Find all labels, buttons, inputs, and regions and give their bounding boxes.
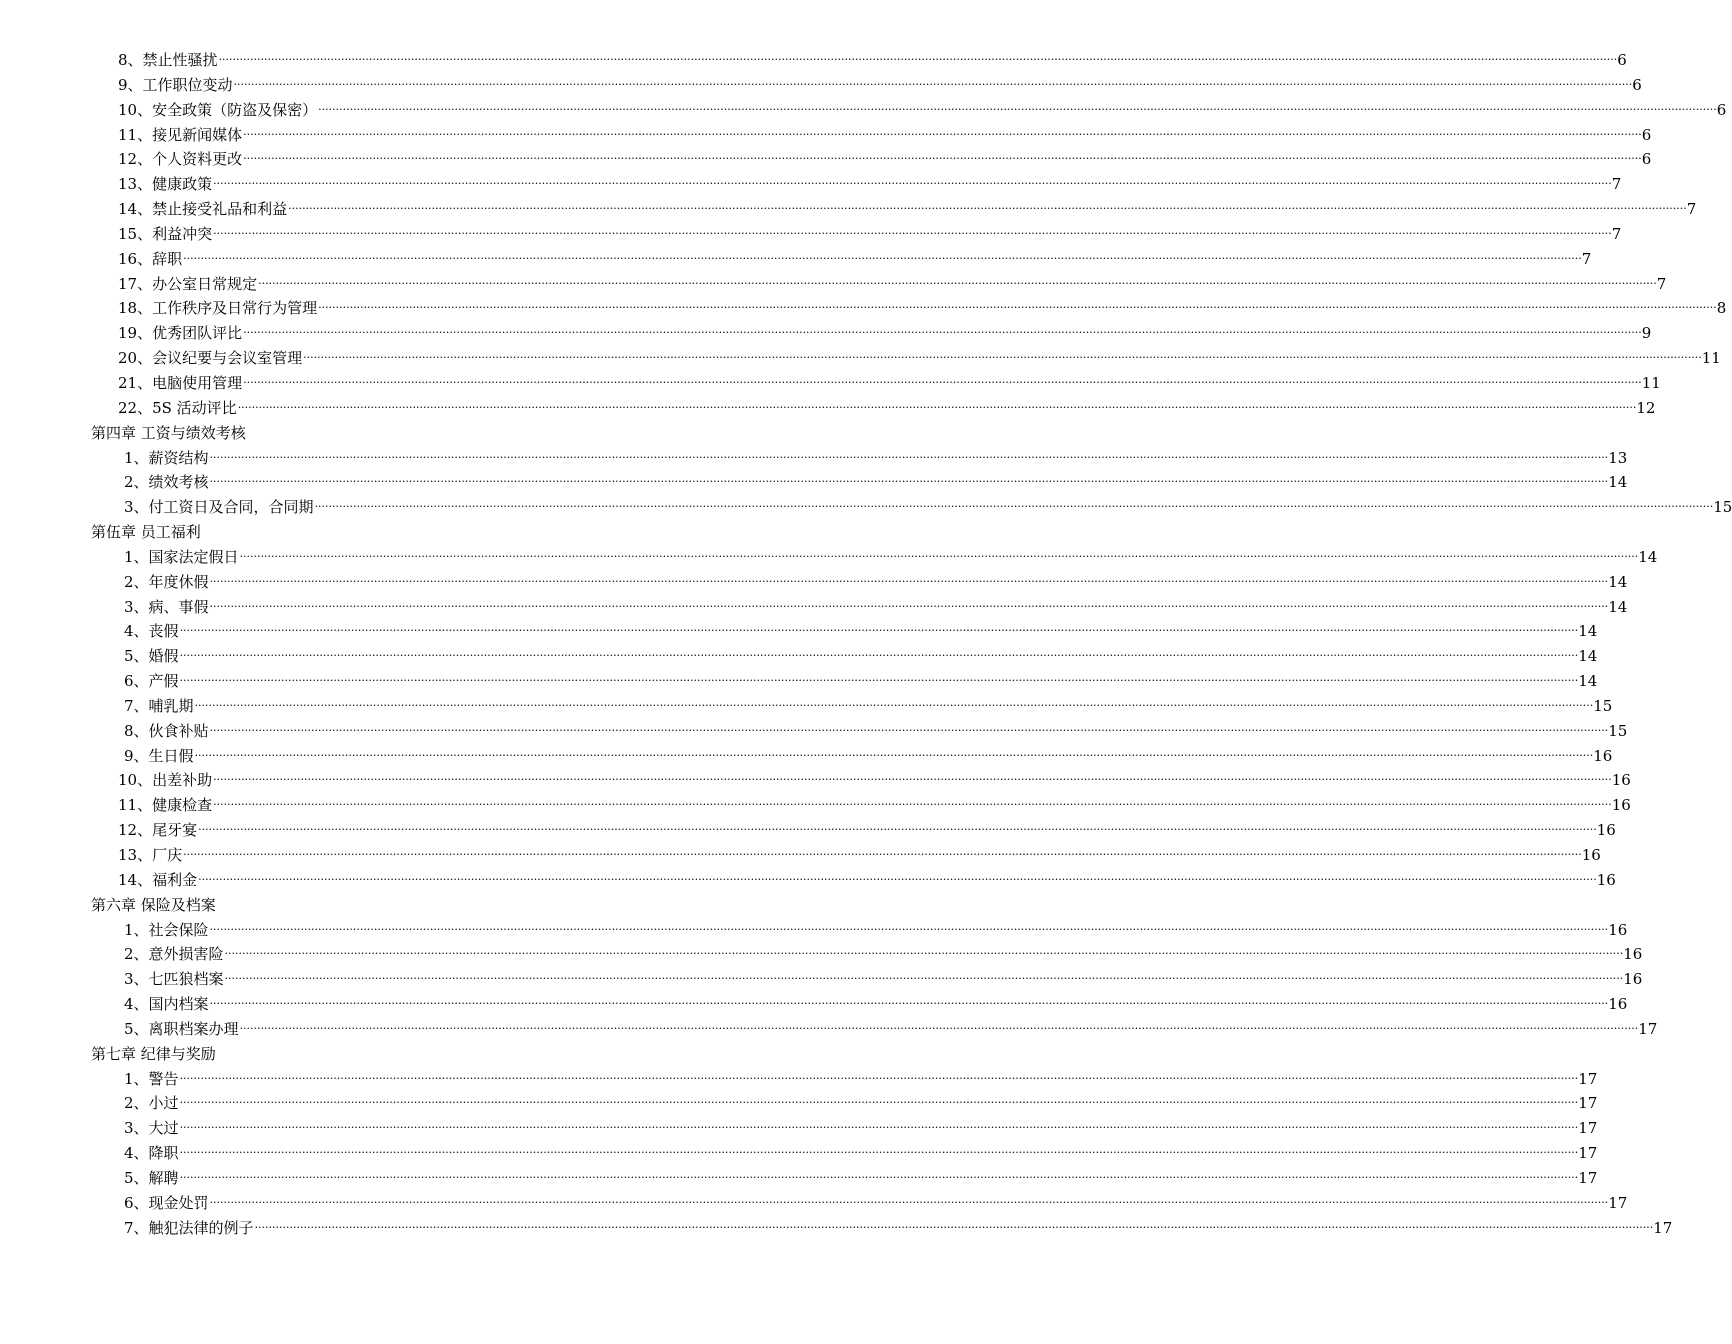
entry-title: 国内档案: [148, 995, 209, 1014]
entry-number: 3、: [124, 597, 149, 616]
entry-number: 15、: [118, 224, 153, 243]
entry-number: 17、: [118, 274, 153, 293]
entry-page-number: 7: [1611, 224, 1622, 243]
toc-entry[interactable]: [118, 98, 1727, 123]
dot-leader: ················································································································································································································································································································································································································: [209, 1195, 1609, 1209]
dot-leader: ················································································································································································································································································································································································································: [239, 549, 1639, 563]
dot-leader: ················································································································································································································································································································································································································: [254, 1220, 1654, 1234]
toc-entry[interactable]: [124, 470, 1628, 495]
entry-title: 工作职位变动: [142, 75, 233, 94]
entry-page-number: 16: [1608, 920, 1628, 939]
dot-leader: ················································································································································································································································································································································································································: [209, 723, 1609, 737]
chapter-heading: 第四章 工资与绩效考核: [91, 423, 246, 442]
entry-page-number: 7: [1611, 175, 1622, 194]
toc-entry-row: [0, 719, 1628, 744]
dot-leader: ················································································································································································································································································································································································································: [243, 326, 1642, 340]
toc-entry-row: [0, 272, 1667, 297]
entry-title: 大过: [148, 1119, 179, 1138]
entry-title: 办公室日常规定: [152, 274, 258, 293]
entry-title: 工作秩序及日常行为管理: [152, 299, 318, 318]
entry-page-number: 11: [1701, 349, 1721, 368]
entry-number: 6、: [124, 1193, 149, 1212]
entry-title: 优秀团队评比: [152, 324, 243, 343]
toc-entry-row: [0, 942, 1643, 967]
toc-entry[interactable]: [124, 595, 1628, 620]
entry-page-number: 14: [1608, 473, 1628, 492]
dot-leader: ················································································································································································································································································································································································································: [314, 500, 1714, 514]
toc-entry[interactable]: [124, 744, 1613, 769]
entry-title: 利益冲突: [152, 224, 213, 243]
toc-entry[interactable]: [124, 694, 1613, 719]
toc-entry[interactable]: [124, 545, 1658, 570]
dot-leader: ················································································································································································································································································································································································································: [179, 1096, 1579, 1110]
chapter-heading: 第伍章 员工福利: [91, 523, 201, 542]
entry-title: 尾牙宴: [152, 821, 198, 840]
entry-page-number: 9: [1641, 324, 1652, 343]
entry-title: 触犯法律的例子: [148, 1218, 254, 1237]
entry-title: 哺乳期: [148, 696, 194, 715]
dot-leader: ················································································································································································································································································································································································································: [303, 351, 1702, 365]
entry-page-number: 7: [1686, 200, 1697, 219]
entry-number: 22、: [118, 398, 153, 417]
toc-entry[interactable]: [124, 1116, 1598, 1141]
entry-title: 会议纪要与会议室管理: [152, 349, 303, 368]
entry-page-number: 15: [1713, 498, 1732, 517]
toc-entry[interactable]: [118, 172, 1622, 197]
toc-entry-row: [0, 172, 1622, 197]
toc-chapter-row: [0, 1042, 950, 1067]
toc-entry-row: [0, 570, 1628, 595]
entry-title: 警告: [148, 1069, 179, 1088]
entry-title: 绩效考核: [148, 473, 209, 492]
entry-page-number: 6: [1716, 100, 1727, 119]
entry-page-number: 15: [1593, 696, 1613, 715]
entry-number: 7、: [124, 1218, 149, 1237]
toc-entry-row: [0, 222, 1622, 247]
entry-number: 13、: [118, 175, 153, 194]
entry-title: 丧假: [148, 622, 179, 641]
entry-page-number: 16: [1623, 970, 1643, 989]
toc-entry-row: [0, 495, 1732, 520]
toc-entry-row: [0, 73, 1642, 98]
entry-title: 生日假: [148, 746, 194, 765]
toc-entry[interactable]: [118, 123, 1652, 148]
entry-number: 8、: [124, 721, 149, 740]
entry-page-number: 14: [1578, 622, 1598, 641]
entry-title: 福利金: [152, 870, 198, 889]
dot-leader: ················································································································································································································································································································································································································: [237, 400, 1637, 414]
entry-title: 安全政策（防盗及保密）: [152, 100, 318, 119]
entry-page-number: 8: [1716, 299, 1727, 318]
toc-entry[interactable]: [124, 719, 1628, 744]
dot-leader: ················································································································································································································································································································································································································: [194, 748, 1594, 762]
toc-entry-row: [0, 1141, 1598, 1166]
dot-leader: ················································································································································································································································································································································································································: [183, 251, 1582, 265]
entry-number: 11、: [118, 125, 153, 144]
toc-entry-row: [0, 545, 1658, 570]
dot-leader: ················································································································································································································································································································································································································: [218, 53, 1618, 66]
entry-title: 意外损害险: [148, 945, 224, 964]
toc-entry[interactable]: [124, 644, 1598, 669]
entry-page-number: 14: [1578, 647, 1598, 666]
toc-entry-row: [0, 1091, 1598, 1116]
dot-leader: ················································································································································································································································································································································································································: [209, 574, 1609, 588]
table-of-contents: [0, 48, 1732, 1241]
entry-title: 电脑使用管理: [152, 373, 243, 392]
toc-entry[interactable]: [118, 222, 1622, 247]
dot-leader: ················································································································································································································································································································································································································: [318, 102, 1717, 116]
entry-title: 产假: [148, 672, 179, 691]
entry-page-number: 12: [1636, 398, 1656, 417]
entry-page-number: 6: [1641, 125, 1652, 144]
entry-title: 年度休假: [148, 572, 209, 591]
entry-title: 禁止接受礼品和利益: [152, 200, 288, 219]
entry-number: 2、: [124, 473, 149, 492]
toc-entry[interactable]: [118, 793, 1631, 818]
dot-leader: ················································································································································································································································································································································································································: [233, 77, 1633, 91]
toc-chapter-row: [0, 421, 950, 446]
entry-page-number: 17: [1578, 1094, 1598, 1113]
entry-title: 健康政策: [152, 175, 213, 194]
entry-number: 1、: [124, 547, 149, 566]
entry-number: 4、: [124, 622, 149, 641]
toc-entry-row: [0, 595, 1628, 620]
toc-entry-row: [0, 669, 1598, 694]
toc-entry-row: [0, 1017, 1658, 1042]
entry-number: 9、: [124, 746, 149, 765]
toc-entry-row: [0, 48, 1627, 73]
dot-leader: ················································································································································································································································································································································································································: [318, 301, 1717, 315]
chapter-heading: 第六章 保险及档案: [91, 895, 216, 914]
entry-title: 现金处罚: [148, 1193, 209, 1212]
entry-page-number: 17: [1578, 1069, 1598, 1088]
toc-entry-row: [0, 918, 1628, 943]
entry-number: 5、: [124, 1168, 149, 1187]
entry-page-number: 14: [1578, 672, 1598, 691]
chapter-heading: 第七章 纪律与奖励: [91, 1044, 216, 1063]
entry-number: 2、: [124, 945, 149, 964]
entry-number: 12、: [118, 821, 153, 840]
toc-entry[interactable]: [118, 197, 1697, 222]
toc-entry-row: [0, 396, 1656, 421]
dot-leader: ················································································································································································································································································································································································································: [179, 1146, 1579, 1160]
dot-leader: ················································································································································································································································································································································································································: [179, 674, 1579, 688]
entry-page-number: 6: [1641, 150, 1652, 169]
dot-leader: ················································································································································································································································································································································································································: [288, 202, 1687, 216]
entry-page-number: 16: [1611, 771, 1631, 790]
toc-chapter-row: [0, 893, 950, 918]
entry-number: 3、: [124, 970, 149, 989]
entry-page-number: 16: [1593, 746, 1613, 765]
toc-entry-row: [0, 98, 1727, 123]
toc-entry-row: [0, 470, 1628, 495]
toc-entry[interactable]: [124, 495, 1732, 520]
entry-page-number: 16: [1596, 870, 1616, 889]
entry-number: 1、: [124, 920, 149, 939]
toc-entry[interactable]: [118, 371, 1661, 396]
toc-entry-row: [0, 1116, 1598, 1141]
toc-entry[interactable]: [124, 1017, 1658, 1042]
entry-page-number: 16: [1608, 995, 1628, 1014]
entry-title: 病、事假: [148, 597, 209, 616]
entry-number: 10、: [118, 771, 153, 790]
dot-leader: ················································································································································································································································································································································································································: [243, 127, 1642, 141]
entry-title: 小过: [148, 1094, 179, 1113]
toc-entry-row: [0, 1067, 1598, 1092]
entry-title: 付工资日及合同，合同期: [148, 498, 314, 517]
dot-leader: ················································································································································································································································································································································································································: [209, 450, 1609, 464]
toc-entry-row: [0, 768, 1631, 793]
entry-title: 接见新闻媒体: [152, 125, 243, 144]
entry-number: 1、: [124, 448, 149, 467]
entry-number: 12、: [118, 150, 153, 169]
entry-title: 出差补助: [152, 771, 213, 790]
entry-page-number: 17: [1608, 1193, 1628, 1212]
toc-entry[interactable]: [124, 1067, 1598, 1092]
entry-number: 3、: [124, 498, 149, 517]
entry-number: 2、: [124, 572, 149, 591]
toc-entry-row: [0, 619, 1598, 644]
entry-number: 10、: [118, 100, 153, 119]
entry-number: 3、: [124, 1119, 149, 1138]
toc-entry-row: [0, 346, 1721, 371]
entry-title: 国家法定假日: [148, 547, 239, 566]
entry-title: 解聘: [148, 1168, 179, 1187]
toc-entry-row: [0, 992, 1628, 1017]
toc-entry[interactable]: [124, 446, 1628, 471]
entry-page-number: 16: [1623, 945, 1643, 964]
dot-leader: ················································································································································································································································································································································································································: [209, 599, 1609, 613]
toc-entry-row: [0, 321, 1652, 346]
toc-entry[interactable]: [124, 619, 1598, 644]
toc-entry-row: [0, 446, 1628, 471]
toc-entry[interactable]: [124, 992, 1628, 1017]
entry-number: 7、: [124, 696, 149, 715]
toc-entry[interactable]: [118, 147, 1652, 172]
entry-page-number: 14: [1638, 547, 1658, 566]
entry-number: 18、: [118, 299, 153, 318]
dot-leader: ················································································································································································································································································································································································································: [243, 375, 1642, 389]
entry-number: 19、: [118, 324, 153, 343]
toc-entry-row: [0, 843, 1601, 868]
toc-entry[interactable]: [118, 73, 1642, 98]
entry-title: 个人资料更改: [152, 150, 243, 169]
toc-entry[interactable]: [118, 843, 1601, 868]
entry-title: 七匹狼档案: [148, 970, 224, 989]
entry-number: 6、: [124, 672, 149, 691]
dot-leader: ················································································································································································································································································································································································································: [194, 698, 1594, 712]
entry-title: 厂庆: [152, 846, 183, 864]
toc-entry[interactable]: [124, 918, 1628, 943]
dot-leader: ················································································································································································································································································································································································································: [224, 947, 1624, 961]
toc-entry[interactable]: [124, 570, 1628, 595]
toc-entry-row: [0, 1166, 1598, 1191]
entry-number: 21、: [118, 373, 153, 392]
toc-entry[interactable]: [124, 669, 1598, 694]
entry-page-number: 7: [1581, 249, 1592, 268]
dot-leader: ················································································································································································································································································································································································································: [179, 1121, 1579, 1135]
entry-page-number: 17: [1653, 1218, 1673, 1237]
dot-leader: ················································································································································································································································································································································································································: [179, 1170, 1579, 1184]
toc-entry-row: [0, 967, 1643, 992]
entry-page-number: 13: [1608, 448, 1628, 467]
entry-number: 14、: [118, 200, 153, 219]
entry-title: 婚假: [148, 647, 179, 666]
entry-title: 5S 活动评比: [152, 398, 237, 417]
entry-number: 4、: [124, 995, 149, 1014]
toc-entry[interactable]: [124, 1141, 1598, 1166]
entry-title: 薪资结构: [148, 448, 209, 467]
toc-entry[interactable]: [118, 48, 1627, 73]
entry-page-number: 11: [1641, 373, 1661, 392]
toc-entry[interactable]: [124, 1191, 1628, 1216]
entry-page-number: 17: [1578, 1144, 1598, 1163]
dot-leader: ················································································································································································································································································································································································································: [239, 1021, 1639, 1035]
toc-entry[interactable]: [118, 321, 1652, 346]
dot-leader: ················································································································································································································································································································································································································: [243, 152, 1642, 166]
dot-leader: ················································································································································································································································································································································································································: [179, 624, 1579, 638]
entry-page-number: 17: [1638, 1019, 1658, 1038]
entry-page-number: 17: [1578, 1119, 1598, 1138]
toc-entry[interactable]: [124, 1091, 1598, 1116]
entry-number: 11、: [118, 796, 153, 815]
toc-entry[interactable]: [118, 396, 1656, 421]
toc-entry[interactable]: [124, 967, 1643, 992]
entry-page-number: 16: [1596, 821, 1616, 840]
dot-leader: ················································································································································································································································································································································································································: [224, 972, 1624, 986]
toc-entry[interactable]: [118, 272, 1667, 297]
entry-number: 13、: [118, 846, 153, 864]
dot-leader: ················································································································································································································································································································································································································: [198, 872, 1597, 886]
dot-leader: ················································································································································································································································································································································································································: [213, 773, 1612, 787]
entry-number: 4、: [124, 1144, 149, 1163]
toc-entry[interactable]: [124, 1166, 1598, 1191]
toc-entry-row: [0, 818, 1616, 843]
dot-leader: ················································································································································································································································································································································································································: [213, 226, 1612, 240]
toc-entry-row: [0, 694, 1613, 719]
entry-title: 健康检查: [152, 796, 213, 815]
toc-entry-row: [0, 296, 1727, 321]
toc-entry[interactable]: [118, 247, 1592, 272]
entry-page-number: 15: [1608, 721, 1628, 740]
entry-title: 禁止性骚扰: [142, 51, 218, 69]
dot-leader: ················································································································································································································································································································································································································: [213, 177, 1612, 191]
entry-number: 5、: [124, 1019, 149, 1038]
dot-leader: ················································································································································································································································································································································································································: [183, 848, 1582, 861]
entry-number: 2、: [124, 1094, 149, 1113]
entry-title: 社会保险: [148, 920, 209, 939]
entry-title: 辞职: [152, 249, 183, 268]
toc-entry[interactable]: [118, 868, 1616, 893]
dot-leader: ················································································································································································································································································································································································································: [209, 475, 1609, 489]
dot-leader: ················································································································································································································································································································································································································: [258, 276, 1657, 290]
toc-entry[interactable]: [124, 942, 1643, 967]
toc-entry-row: [0, 1216, 1673, 1241]
entry-page-number: 7: [1656, 274, 1667, 293]
toc-entry-row: [0, 371, 1661, 396]
entry-number: 1、: [124, 1069, 149, 1088]
toc-entry[interactable]: [124, 1216, 1673, 1241]
toc-entry-row: [0, 247, 1592, 272]
toc-entry-row: [0, 868, 1616, 893]
entry-page-number: 6: [1632, 75, 1642, 94]
dot-leader: ················································································································································································································································································································································································································: [209, 922, 1609, 936]
entry-number: 8、: [118, 51, 143, 69]
dot-leader: ················································································································································································································································································································································································································: [179, 1071, 1579, 1085]
toc-entry-row: [0, 1191, 1628, 1216]
dot-leader: ················································································································································································································································································································································································································: [213, 798, 1612, 812]
entry-number: 20、: [118, 349, 153, 368]
entry-number: 14、: [118, 870, 153, 889]
dot-leader: ················································································································································································································································································································································································································: [198, 823, 1597, 837]
toc-entry[interactable]: [118, 768, 1631, 793]
entry-number: 5、: [124, 647, 149, 666]
dot-leader: ················································································································································································································································································································································································································: [209, 997, 1609, 1011]
entry-number: 9、: [118, 75, 143, 94]
entry-title: 降职: [148, 1144, 179, 1163]
dot-leader: ················································································································································································································································································································································································································: [179, 649, 1579, 663]
toc-entry-row: [0, 123, 1652, 148]
toc-entry-row: [0, 197, 1697, 222]
toc-entry-row: [0, 793, 1631, 818]
entry-page-number: 14: [1608, 597, 1628, 616]
entry-title: 伙食补贴: [148, 721, 209, 740]
entry-title: 离职档案办理: [148, 1019, 239, 1038]
entry-page-number: 14: [1608, 572, 1628, 591]
entry-number: 16、: [118, 249, 153, 268]
entry-page-number: 16: [1611, 796, 1631, 815]
entry-page-number: 17: [1578, 1168, 1598, 1187]
toc-entry-row: [0, 147, 1652, 172]
toc-entry-row: [0, 744, 1613, 769]
toc-entry[interactable]: [118, 296, 1727, 321]
entry-page-number: 6: [1617, 51, 1627, 69]
toc-entry-row: [0, 644, 1598, 669]
toc-entry[interactable]: [118, 346, 1721, 371]
toc-entry[interactable]: [118, 818, 1616, 843]
toc-chapter-row: [0, 520, 950, 545]
entry-page-number: 16: [1581, 846, 1601, 864]
